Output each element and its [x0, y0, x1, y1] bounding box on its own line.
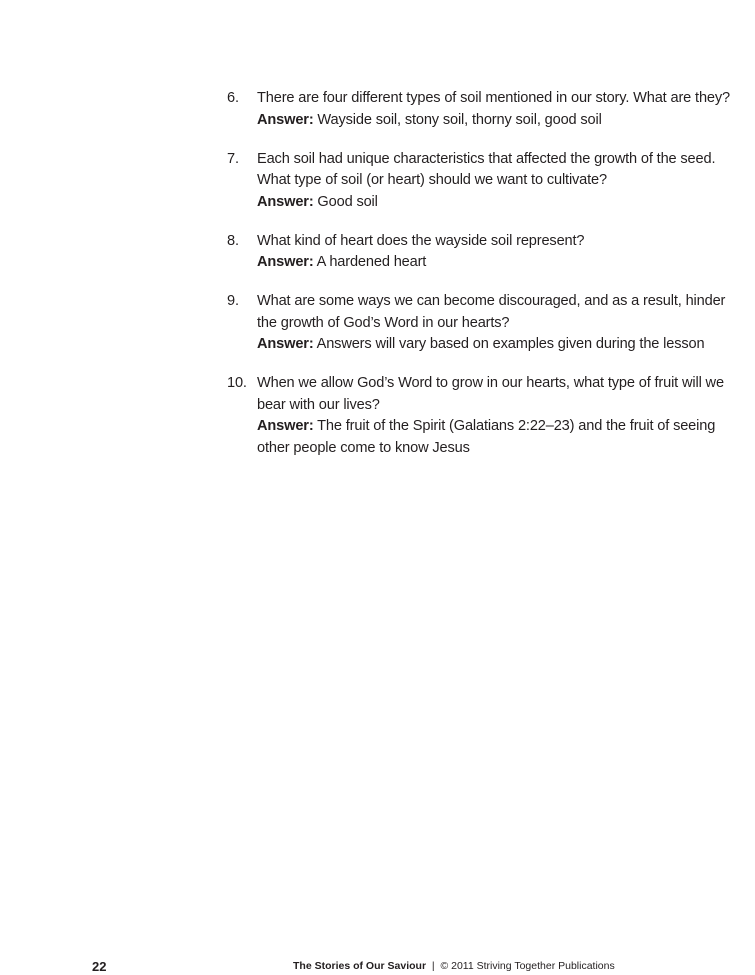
question-number: 9. [227, 293, 239, 309]
answer [257, 416, 747, 459]
copyright-text: © 2011 Striving Together Publications [440, 960, 615, 972]
answer-label: Answer: [257, 193, 314, 210]
question-number: 6. [227, 90, 239, 106]
question-item [227, 149, 747, 214]
answer-text: A hardened heart [313, 254, 427, 270]
answer [257, 192, 747, 214]
question-item [227, 88, 747, 131]
question-body [257, 291, 747, 356]
answer [257, 110, 747, 132]
question-number: 8. [227, 232, 239, 249]
answer-text: Good soil [313, 193, 378, 210]
question-item [227, 291, 747, 356]
footer-separator: | [431, 960, 435, 972]
footer-credit [293, 960, 615, 972]
answer-label: Answer: [257, 254, 314, 270]
answer-text: The fruit of the Spirit (Galatians 2:22–23) and the fruit of seeing other people come to know Jesus [257, 418, 716, 456]
question-list [227, 88, 747, 477]
answer-label: Answer: [257, 418, 314, 434]
answer-label: Answer: [257, 336, 314, 352]
question-text: There are four different types of soil mentioned in our story. What are they? [257, 90, 730, 106]
answer [257, 334, 747, 356]
question-number: 7. [227, 150, 239, 167]
question-text: What kind of heart does the wayside soil represent? [257, 232, 585, 249]
page-footer [0, 959, 755, 975]
answer-label: Answer: [257, 111, 314, 128]
question-item [227, 231, 747, 274]
question-body [257, 373, 747, 459]
question-body [257, 231, 747, 274]
question-text: What are some ways we can become discouraged, and as a result, hinder the growth of God’s Word in our hearts? [257, 293, 726, 331]
question-body [257, 88, 747, 131]
answer-text: Answers will vary based on examples given during the lesson [313, 336, 705, 352]
question-text: When we allow God’s Word to grow in our hearts, what type of fruit will we bear with our lives? [257, 375, 724, 413]
question-item [227, 373, 747, 459]
question-body [257, 149, 747, 214]
page-number: 22 [92, 959, 107, 974]
answer-text: Wayside soil, stony soil, thorny soil, good soil [313, 111, 602, 128]
answer [257, 252, 747, 274]
question-text: Each soil had unique characteristics that affected the growth of the seed. What type of soil (or heart) should we want to cultivate? [257, 150, 716, 188]
book-title: The Stories of Our Saviour [293, 960, 427, 972]
question-number: 10. [227, 375, 247, 391]
